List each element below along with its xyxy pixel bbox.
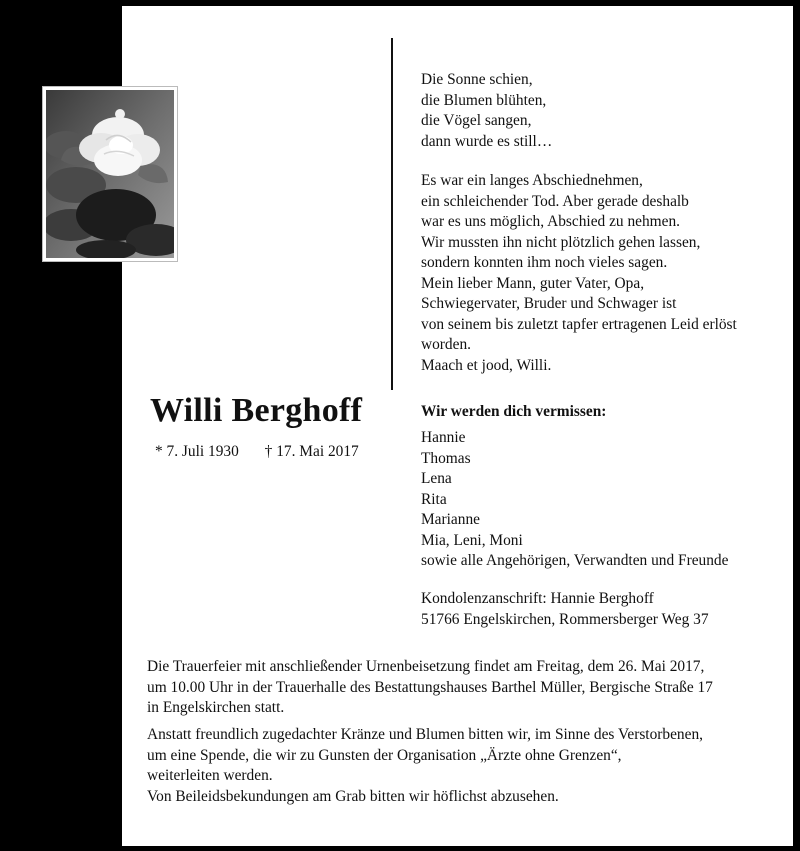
white-flower-image [46,90,174,258]
flower-photo-frame [43,87,177,261]
funeral-notice: Die Trauerfeier mit anschließender Urnenbeisetzung findet am Freitag, dem 26. Mai 2017, um 10.00 Uhr in der Trauerhalle des Bestattungshauses Barthel Müller, Bergische Straße 17 in Engelskirchen statt. [147,658,713,716]
mourners-heading: Wir werden dich vermissen: [421,403,607,420]
obituary-card [122,6,793,846]
condolence-address: Kondolenzanschrift: Hannie Berghoff 51766 Engelskirchen, Rommersberger Weg 37 [421,590,709,628]
poem-stanza-2: Es war ein langes Abschiednehmen, ein schleichender Tod. Aber gerade deshalb war es uns möglich, Abschied zu nehmen. Wir mussten ihn nicht plötzlich gehen lassen, sondern konnten ihm noch vieles sagen. Mein lieber Mann, guter Vater, Opa, Schwiegervater, Bruder und Schwager ist von seinem bis zuletzt tapfer ertragenen Leid erlöst worden. Maach et jood, Willi. [421,172,737,374]
vertical-divider [391,38,393,390]
donation-notice: Anstatt freundlich zugedachter Kränze und Blumen bitten wir, im Sinne des Verstorbenen, um eine Spende, die wir zu Gunsten der Organisation „Ärzte ohne Grenzen“, weiterleiten werden. Von Beileidsbekundungen am Grab bitten wir höflichst abzusehen. [147,726,704,805]
death-date: † 17. Mai 2017 [264,443,359,460]
mourners-list: Hannie Thomas Lena Rita Marianne Mia, Leni, Moni sowie alle Angehörigen, Verwandten und Freunde [421,429,729,569]
deceased-name: Willi Berghoff [150,392,363,429]
birth-date: * 7. Juli 1930 [155,443,239,460]
life-dates [155,443,381,461]
poem-stanza-1: Die Sonne schien, die Blumen blühten, die Vögel sangen, dann wurde es still… [421,71,553,150]
